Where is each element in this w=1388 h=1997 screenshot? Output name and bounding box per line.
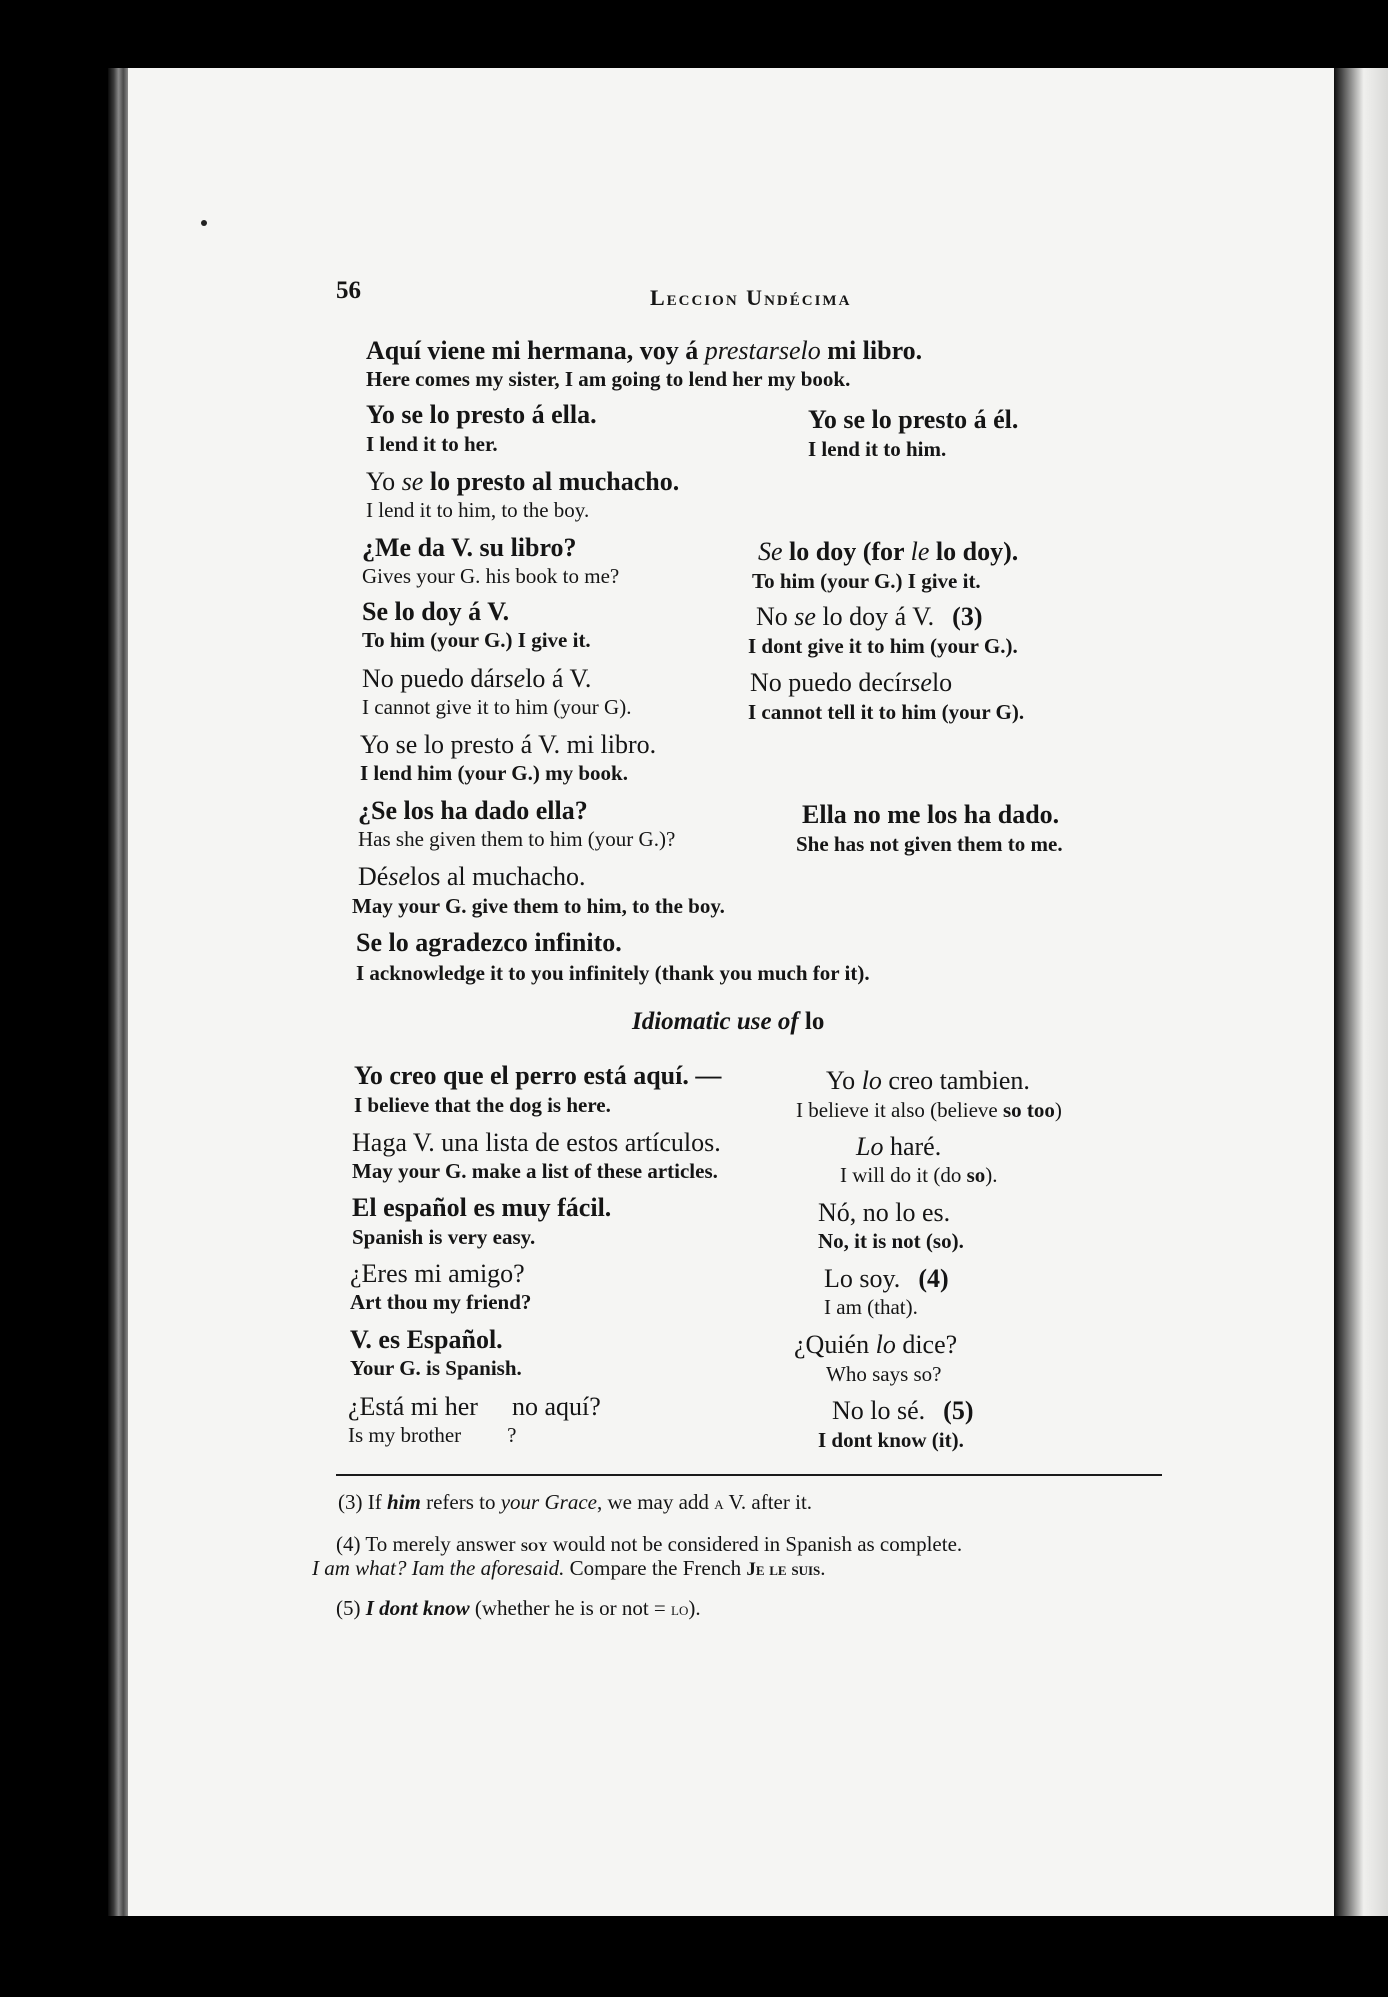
idiom-english: Is my brother ?: [348, 1423, 517, 1447]
page-header: Leccion Undécima: [650, 285, 852, 310]
example-spanish: No se lo doy á V. (3): [756, 602, 983, 631]
idiom-spanish: No lo sé. (5): [832, 1396, 974, 1425]
idiom-spanish: ¿Quién lo dice?: [794, 1330, 958, 1359]
intro-spanish: Aquí viene mi hermana, voy á prestarselo mi libro.: [366, 336, 923, 365]
idiom-english: I believe it also (believe so too): [796, 1098, 1062, 1122]
idiom-english: I dont know (it).: [818, 1428, 964, 1452]
footnote-ref: (5): [943, 1396, 974, 1425]
speck: [201, 220, 207, 226]
example-english: She has not given them to me.: [796, 832, 1063, 856]
footnote-ref: (3): [952, 602, 983, 631]
example-spanish: ¿Me da V. su libro?: [362, 533, 577, 562]
idiom-english: I am (that).: [824, 1295, 918, 1319]
idiom-spanish: Yo creo que el perro está aquí. —: [354, 1061, 722, 1090]
idiom-english: I believe that the dog is here.: [354, 1093, 611, 1117]
example-spanish: No puedo dárselo á V.: [362, 664, 592, 693]
idiom-spanish: Haga V. una lista de estos artículos.: [352, 1128, 721, 1157]
idiom-spanish: Lo haré.: [856, 1132, 942, 1161]
footnote-5: (5) I dont know (whether he is or not = lo).: [336, 1596, 701, 1620]
idiom-english: Your G. is Spanish.: [350, 1356, 522, 1380]
example-spanish: Se lo doy (for le lo doy).: [758, 537, 1019, 566]
page-number: 56: [336, 277, 361, 304]
example-spanish: ¿Se los ha dado ella?: [358, 796, 588, 825]
footnote-ref: (4): [918, 1264, 949, 1293]
intro-english: Here comes my sister, I am going to lend her my book.: [366, 367, 851, 391]
example-english: I lend him (your G.) my book.: [360, 761, 628, 785]
idiom-english: I will do it (do so).: [840, 1163, 998, 1187]
section-title: Idiomatic use of lo: [632, 1008, 825, 1035]
next-page-edge: [1334, 68, 1388, 1916]
footnote-3: (3) If him refers to your Grace, we may add a V. after it.: [338, 1490, 813, 1514]
example-english: Has she given them to him (your G.)?: [358, 827, 676, 851]
example-english: I dont give it to him (your G.).: [748, 634, 1018, 658]
example-spanish: Ella no me los ha dado.: [802, 800, 1060, 829]
idiom-spanish: Yo lo creo tambien.: [826, 1066, 1030, 1095]
example-english: I cannot tell it to him (your G).: [748, 700, 1025, 724]
idiom-spanish: El español es muy fácil.: [352, 1193, 612, 1222]
idiom-english: May your G. make a list of these articles.: [352, 1159, 718, 1183]
example-english: To him (your G.) I give it.: [362, 628, 591, 652]
idiom-english: Art thou my friend?: [350, 1290, 532, 1314]
example-spanish: Déselos al muchacho.: [358, 862, 586, 891]
example-spanish: Yo se lo presto á él.: [808, 405, 1019, 434]
example-english: I acknowledge it to you infinitely (thank you much for it).: [356, 961, 870, 985]
example-english: I lend it to him, to the boy.: [366, 498, 590, 522]
example-english: To him (your G.) I give it.: [752, 569, 981, 593]
idiom-english: No, it is not (so).: [818, 1229, 964, 1253]
example-spanish: No puedo decírselo: [750, 668, 953, 697]
footnote-4: (4) To merely answer soy would not be considered in Spanish as complete.: [336, 1532, 963, 1556]
example-spanish: Yo se lo presto á ella.: [366, 400, 597, 429]
example-english: I cannot give it to him (your G).: [362, 695, 632, 719]
footnote-4-continued: I am what? Iam the aforesaid. Compare the French Je le suis.: [312, 1556, 826, 1580]
idiom-spanish: ¿Está mi her no aquí?: [348, 1392, 601, 1421]
footnote-rule: [336, 1474, 1162, 1476]
example-spanish: Se lo doy á V.: [362, 597, 510, 626]
example-english: May your G. give them to him, to the boy.: [352, 894, 725, 918]
idiom-english: Spanish is very easy.: [352, 1225, 536, 1249]
idiom-spanish: ¿Eres mi amigo?: [350, 1259, 525, 1288]
example-spanish: Yo se lo presto al muchacho.: [366, 467, 680, 496]
example-spanish: Yo se lo presto á V. mi libro.: [360, 730, 657, 759]
example-english: I lend it to her.: [366, 432, 498, 456]
idiom-english: Who says so?: [826, 1362, 942, 1386]
example-english: I lend it to him.: [808, 437, 947, 461]
example-spanish: Se lo agradezco infinito.: [356, 928, 622, 957]
idiom-spanish: Nó, no lo es.: [818, 1198, 951, 1227]
idiom-spanish: V. es Español.: [350, 1325, 503, 1354]
idiom-spanish: Lo soy. (4): [824, 1264, 949, 1293]
example-english: Gives your G. his book to me?: [362, 564, 620, 588]
